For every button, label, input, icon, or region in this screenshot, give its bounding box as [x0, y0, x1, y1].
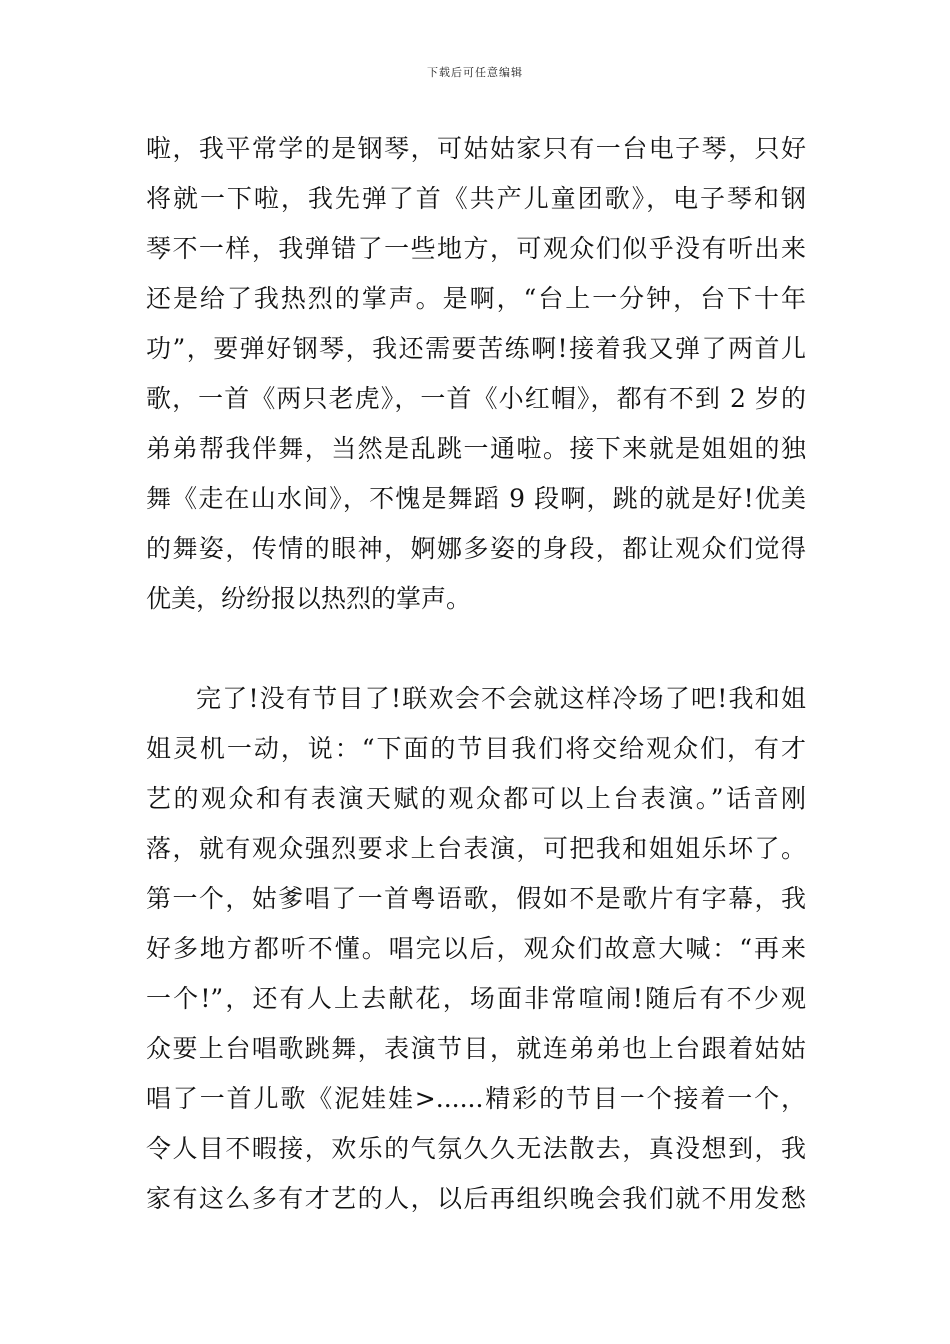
text-line: 还是给了我热烈的掌声。是啊，“台上一分钟，台下十年 — [146, 284, 806, 313]
text-line: 琴不一样，我弹错了一些地方，可观众们似乎没有听出来 — [146, 234, 806, 263]
text-line: 艺的观众和有表演天赋的观众都可以上台表演。”话音刚 — [146, 784, 806, 813]
text-line: 啦，我平常学的是钢琴，可姑姑家只有一台电子琴，只好 — [146, 134, 806, 163]
text-line: 令人目不暇接，欢乐的气氛久久无法散去，真没想到，我 — [146, 1134, 806, 1163]
text-line: 歌，一首《两只老虎》，一首《小红帽》，都有不到 2 岁的 — [146, 384, 806, 413]
text-line: 弟弟帮我伴舞，当然是乱跳一通啦。接下来就是姐姐的独 — [146, 434, 806, 463]
text-line: 第一个，姑爹唱了一首粤语歌，假如不是歌片有字幕，我 — [146, 884, 806, 913]
text-line: 将就一下啦，我先弹了首《共产儿童团歌》，电子琴和钢 — [146, 184, 806, 213]
text-line: 好多地方都听不懂。唱完以后，观众们故意大喊：“再来 — [146, 934, 806, 963]
document-body — [146, 124, 806, 1224]
paragraph-spacer — [146, 624, 806, 674]
paragraph-2 — [146, 674, 806, 1224]
text-line: 功”，要弹好钢琴，我还需要苦练啊!接着我又弹了两首儿 — [146, 334, 806, 363]
text-line: 完了!没有节目了!联欢会不会就这样冷场了吧!我和姐 — [196, 684, 806, 713]
text-line: 众要上台唱歌跳舞，表演节目，就连弟弟也上台跟着姑姑 — [146, 1034, 806, 1063]
text-line: 唱了一首儿歌《泥娃娃>......精彩的节目一个接着一个， — [146, 1084, 806, 1113]
text-line: 一个!”，还有人上去献花，场面非常喧闹!随后有不少观 — [146, 984, 806, 1013]
text-line: 落，就有观众强烈要求上台表演，可把我和姐姐乐坏了。 — [146, 834, 806, 863]
text-line: 舞《走在山水间》，不愧是舞蹈 9 段啊，跳的就是好!优美 — [146, 484, 806, 513]
paragraph-1 — [146, 124, 806, 624]
page-header: 下载后可任意编辑 — [427, 66, 523, 79]
text-line: 家有这么多有才艺的人，以后再组织晚会我们就不用发愁 — [146, 1184, 806, 1213]
text-line: 优美，纷纷报以热烈的掌声。 — [146, 584, 472, 613]
text-line: 姐灵机一动，说：“下面的节目我们将交给观众们，有才 — [146, 734, 806, 763]
text-line: 的舞姿，传情的眼神，婀娜多姿的身段，都让观众们觉得 — [146, 534, 806, 563]
